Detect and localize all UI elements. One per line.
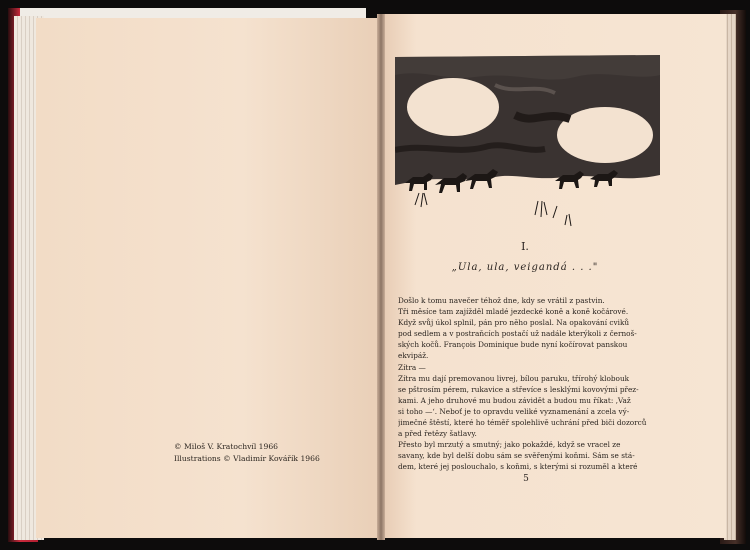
- body-text: [398, 295, 652, 473]
- chapter-illustration: [395, 55, 660, 230]
- text-line: pod sedlem a v postraňcích postačí už nadále kterýkoli z černoš-: [398, 329, 637, 339]
- text-line: Tři měsíce tam zajížděl mladé jezdecké koně a koně kočárové.: [398, 307, 629, 317]
- copyright-illustrations: Illustrations © Vladimír Kovářík 1966: [174, 454, 320, 463]
- copyright-notice: [174, 441, 324, 465]
- text-line: ských kočů. François Dominique bude nyní kočírovat panskou: [398, 340, 628, 350]
- text-line: Došlo k tomu navečer téhož dne, kdy se vrátil z pastvin.: [398, 296, 605, 305]
- text-line: jimečné štěstí, které ho téměř spolehlivě uchrání před biči dozorců: [398, 418, 647, 428]
- text-line: si toho —‘. Neboť je to opravdu veliké vyznamenání a zcela vý-: [398, 406, 630, 416]
- text-line: Když svůj úkol splnil, pán pro něho poslal. Na opakování cviků: [398, 318, 630, 328]
- text-line: savany, kde byl delší dobu sám se svěřenými koňmi. Sám se stá-: [398, 451, 635, 461]
- chapter-title: „Ula, ula, veigandá . . .": [451, 262, 599, 273]
- text-line: se pštrosím pérem, rukavice a střevíce s lesklými kovovými přez-: [398, 384, 639, 394]
- text-line: ekvipáž.: [398, 351, 429, 361]
- text-line: Zítra —: [398, 362, 426, 372]
- copyright-author: © Miloš V. Kratochvíl 1966: [174, 442, 278, 451]
- text-line: Přesto byl mrzutý a smutný; jako pokaždé, když se vracel ze: [398, 440, 621, 450]
- book-gutter: [377, 14, 385, 540]
- text-line: kami. A jeho druhové mu budou závidět a budou mu říkat: ‚Važ: [398, 395, 631, 405]
- page-number: 5: [523, 474, 529, 484]
- text-line: Zítra mu dají premovanou livrej, bílou paruku, třírohý klobouk: [398, 373, 630, 383]
- chapter-number: I.: [521, 240, 529, 253]
- text-line: a před řetězy šatlavy.: [398, 429, 477, 439]
- text-line: dem, které jej poslouchalo, s koňmi, s kterými si rozuměl a které: [398, 462, 638, 472]
